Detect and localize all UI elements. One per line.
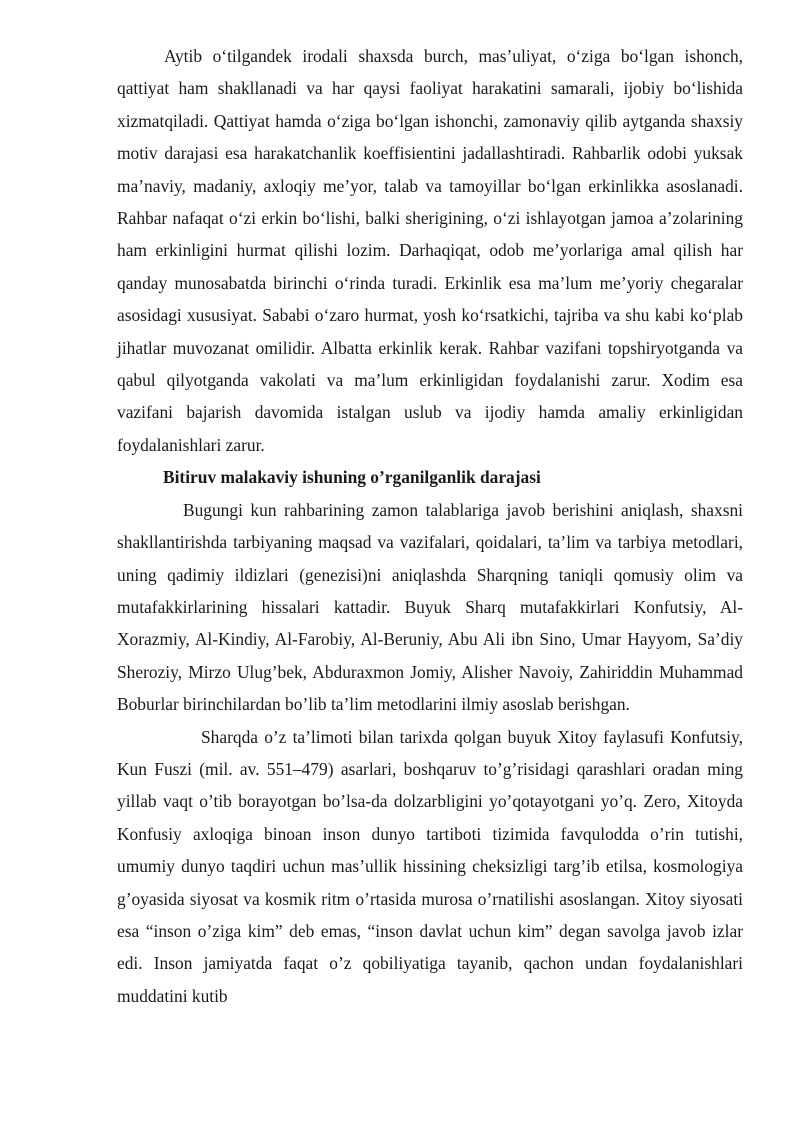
body-paragraph-3: Sharqda o’z ta’limoti bilan tarixda qolgan buyuk Xitoy faylasufi Konfutsiy, Kun Fuszi (mil. av. 551–479) asarlari, boshqaruv to’g’risidagi qarashlari oradan ming yillab vaqt o’tib borayotgan bo’lsa-da dolzarbligini yo’qotayotgani yo’q. Zero, Xitoyda Konfusiy axloqiga binoan inson dunyo tartiboti tizimida favqulodda o’rin tutishi, umumiy dunyo taqdiri uchun mas’ullik hissining cheksizligi targ’ib etilsa, kosmologiya g’oyasida siyosat va kosmik ritm o’rtasida murosa o’rnatilishi asoslangan. Xitoy siyosati esa “inson o’ziga kim” deb emas, “inson davlat uchun kim” degan savolga javob izlar edi. Inson jamiyatda faqat o’z qobiliyatiga tayanib, qachon undan foydalanishlari muddatini kutib bbox=[117, 726, 743, 1006]
body-paragraph-1: Aytib o‘tilgandek irodali shaxsda burch, mas’uliyat, o‘ziga bo‘lgan ishonch, qattiyat ham shakllanadi va har qaysi faoliyat harakatini samarali, ijobiy bo‘lishida xizmatqiladi. Qattiyat hamda o‘ziga bo‘lgan ishonchi, zamonaviy qilib aytganda shaxsiy motiv darajasi esa harakatchanlik koeffisientini jadallashtiradi. Rahbarlik odobi yuksak ma’naviy, madaniy, axloqiy me’yor, talab va tamoyillar bo‘lgan erkinlikka asoslanadi. Rahbar nafaqat o‘zi erkin bo‘lishi, balki sherigining, o‘zi ishlayotgan jamoa a’zolarining ham erkinligini hurmat qilishi lozim. Darhaqiqat, odob me’yorlariga amal qilish har qanday munosabatda birinchi o‘rinda turadi. Erkinlik esa ma’lum me’yoriy chegaralar asosidagi xususiyat. Sababi o‘zaro hurmat, yosh ko‘rsatkichi, tajriba va shu kabi ko‘plab jihatlar muvozanat omilidir. Albatta erkinlik kerak. Rahbar vazifani topshiryotganda va qabul qilyotganda vakolati va ma’lum erkinligidan foydalanishi zarur. Xodim esa vazifani bajarish davomida istalgan uslub va ijodiy hamda amaliy erkinligidan foydalanishlari zarur. bbox=[117, 46, 743, 455]
body-paragraph-2: Bugungi kun rahbarining zamon talablariga javob berishini aniqlash, shaxsni shakllantirishda tarbiyaning maqsad va vazifalari, qoidalari, ta’lim va tarbiya metodlari, uning qadimiy ildizlari (genezisi)ni aniqlashda Sharqning taniqli qomusiy olim va mutafakkirlarining hissalari kattadir. Buyuk Sharq mutafakkirlari Konfutsiy, Al-Xorazmiy, Al-Kindiy, Al-Farobiy, Al-Beruniy, Abu Ali ibn Sino, Umar Hayyom, Sa’diy Sheroziy, Mirzo Ulug’bek, Abduraxmon Jomiy, Alisher Navoiy, Zahiriddin Muhammad Boburlar birinchilardan bo’lib ta’lim metodlarini ilmiy asoslab berishgan. bbox=[117, 499, 743, 715]
document-page bbox=[117, 40, 743, 1012]
section-heading: Bitiruv malakaviy ishuning o’rganilganlik darajasi bbox=[163, 467, 541, 488]
